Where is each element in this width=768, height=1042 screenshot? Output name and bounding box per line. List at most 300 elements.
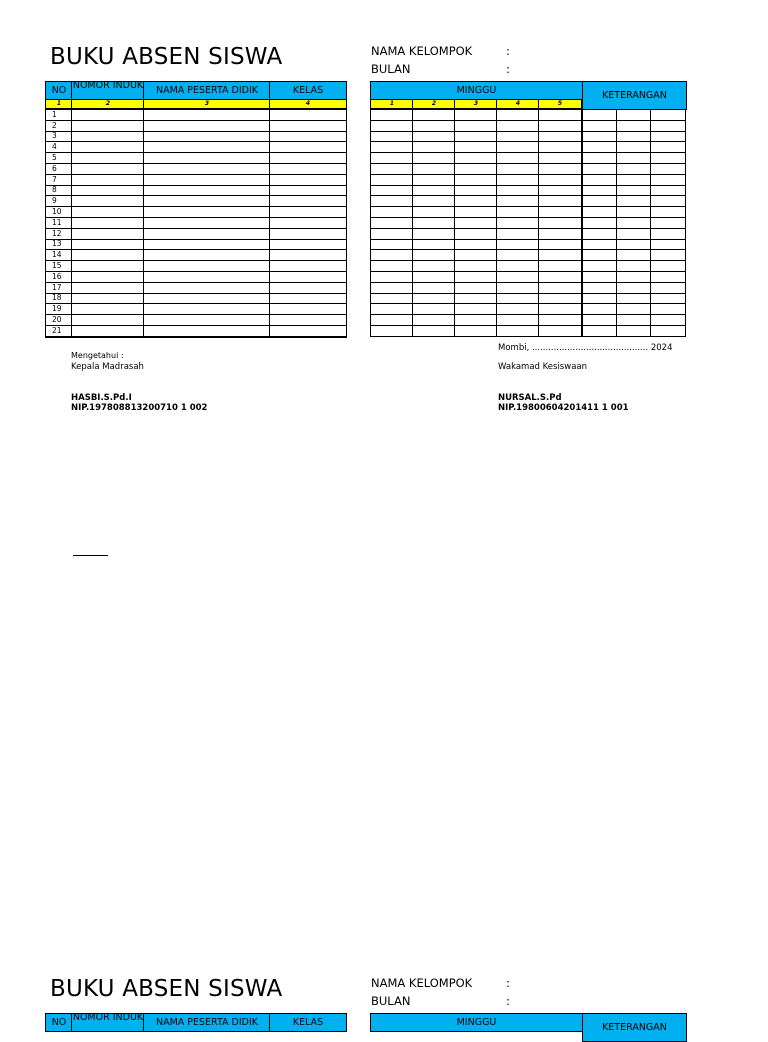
week-cell[interactable] xyxy=(497,304,539,315)
week-cell[interactable] xyxy=(371,293,413,304)
week-cell[interactable] xyxy=(371,315,413,326)
nomor-induk-cell[interactable] xyxy=(72,110,144,121)
keterangan-cell[interactable] xyxy=(583,110,617,121)
nama-cell[interactable] xyxy=(144,174,270,185)
nama-cell[interactable] xyxy=(144,315,270,326)
header-keterangan-2: KETERANGAN xyxy=(582,1013,687,1042)
nama-cell[interactable] xyxy=(144,207,270,218)
week-cell[interactable] xyxy=(413,185,455,196)
week-cell[interactable] xyxy=(539,185,582,196)
nomor-induk-cell[interactable] xyxy=(72,250,144,261)
kelas-cell[interactable] xyxy=(270,153,347,164)
table-row xyxy=(583,207,686,218)
nomor-induk-cell[interactable] xyxy=(72,185,144,196)
kelas-cell[interactable] xyxy=(270,120,347,131)
keterangan-cell[interactable] xyxy=(651,271,686,282)
table-row xyxy=(46,120,347,131)
table-row xyxy=(371,271,582,282)
keterangan-cell[interactable] xyxy=(583,293,617,304)
kelas-cell[interactable] xyxy=(270,217,347,228)
week-cell[interactable] xyxy=(413,250,455,261)
row-number: 15 xyxy=(46,261,72,272)
week-cell[interactable] xyxy=(455,282,497,293)
nomor-induk-cell[interactable] xyxy=(72,261,144,272)
row-number: 19 xyxy=(46,304,72,315)
kelas-cell[interactable] xyxy=(270,325,347,336)
week-cell[interactable] xyxy=(371,325,413,336)
nama-cell[interactable] xyxy=(144,153,270,164)
nama-cell[interactable] xyxy=(144,261,270,272)
week-cell[interactable] xyxy=(539,282,582,293)
nomor-induk-cell[interactable] xyxy=(72,174,144,185)
keterangan-cell[interactable] xyxy=(583,142,617,153)
kelas-cell[interactable] xyxy=(270,282,347,293)
keterangan-cell[interactable] xyxy=(651,304,686,315)
week-cell[interactable] xyxy=(455,185,497,196)
table-row xyxy=(46,250,347,261)
keterangan-cell[interactable] xyxy=(583,239,617,250)
right-weeks-body xyxy=(370,109,582,337)
week-cell[interactable] xyxy=(371,131,413,142)
week-cell[interactable] xyxy=(455,304,497,315)
month-label: BULAN xyxy=(371,62,411,76)
header-nama-peserta-2: NAMA PESERTA DIDIK xyxy=(143,1013,271,1032)
week-cell[interactable] xyxy=(497,153,539,164)
keterangan-cell[interactable] xyxy=(617,271,651,282)
table-row xyxy=(371,228,582,239)
week-cell[interactable] xyxy=(539,239,582,250)
week-cell[interactable] xyxy=(497,120,539,131)
table-row xyxy=(583,325,686,336)
week-cell[interactable] xyxy=(371,304,413,315)
table-row xyxy=(583,293,686,304)
week-cell[interactable] xyxy=(455,153,497,164)
keterangan-cell[interactable] xyxy=(583,153,617,164)
table-row xyxy=(371,250,582,261)
keterangan-cell[interactable] xyxy=(617,217,651,228)
keterangan-cell[interactable] xyxy=(651,250,686,261)
week-cell[interactable] xyxy=(497,163,539,174)
table-row xyxy=(583,174,686,185)
keterangan-cell[interactable] xyxy=(617,207,651,218)
table-row xyxy=(371,261,582,272)
week-cell[interactable] xyxy=(413,196,455,207)
week-cell[interactable] xyxy=(371,120,413,131)
week-3: 3 xyxy=(454,99,498,109)
week-cell[interactable] xyxy=(455,163,497,174)
nama-cell[interactable] xyxy=(144,196,270,207)
week-cell[interactable] xyxy=(455,174,497,185)
group-colon-2: : xyxy=(506,976,510,990)
week-cell[interactable] xyxy=(371,185,413,196)
keterangan-cell[interactable] xyxy=(583,196,617,207)
nama-cell[interactable] xyxy=(144,271,270,282)
week-cell[interactable] xyxy=(497,282,539,293)
group-label: NAMA KELOMPOK xyxy=(371,44,473,58)
week-cell[interactable] xyxy=(413,153,455,164)
keterangan-cell[interactable] xyxy=(651,315,686,326)
keterangan-cell[interactable] xyxy=(617,315,651,326)
week-cell[interactable] xyxy=(539,228,582,239)
table-row xyxy=(371,185,582,196)
table-row xyxy=(46,271,347,282)
week-cell[interactable] xyxy=(455,131,497,142)
keterangan-cell[interactable] xyxy=(651,153,686,164)
subheader-4: 4 xyxy=(269,99,347,109)
week-cell[interactable] xyxy=(371,153,413,164)
table-row xyxy=(583,110,686,121)
week-cell[interactable] xyxy=(413,142,455,153)
keterangan-cell[interactable] xyxy=(651,207,686,218)
table-row xyxy=(371,142,582,153)
nomor-induk-cell[interactable] xyxy=(72,131,144,142)
keterangan-cell[interactable] xyxy=(617,228,651,239)
nomor-induk-cell[interactable] xyxy=(72,142,144,153)
week-cell[interactable] xyxy=(371,207,413,218)
week-cell[interactable] xyxy=(371,271,413,282)
week-cell[interactable] xyxy=(539,325,582,336)
table-row xyxy=(583,315,686,326)
table-row xyxy=(46,110,347,121)
keterangan-cell[interactable] xyxy=(583,325,617,336)
kelas-cell[interactable] xyxy=(270,110,347,121)
week-cell[interactable] xyxy=(497,185,539,196)
kelas-cell[interactable] xyxy=(270,163,347,174)
keterangan-cell[interactable] xyxy=(617,131,651,142)
header-no-2: NO xyxy=(45,1013,73,1032)
keterangan-cell[interactable] xyxy=(651,217,686,228)
row-number: 2 xyxy=(46,120,72,131)
week-cell[interactable] xyxy=(371,250,413,261)
week-cell[interactable] xyxy=(539,271,582,282)
week-cell[interactable] xyxy=(413,315,455,326)
table-row xyxy=(371,304,582,315)
nama-cell[interactable] xyxy=(144,185,270,196)
nama-cell[interactable] xyxy=(144,228,270,239)
week-cell[interactable] xyxy=(455,142,497,153)
keterangan-cell[interactable] xyxy=(651,293,686,304)
keterangan-cell[interactable] xyxy=(651,239,686,250)
table-row xyxy=(371,131,582,142)
table-row xyxy=(46,163,347,174)
week-cell[interactable] xyxy=(497,131,539,142)
nomor-induk-cell[interactable] xyxy=(72,293,144,304)
keterangan-cell[interactable] xyxy=(583,174,617,185)
week-cell[interactable] xyxy=(413,174,455,185)
row-number: 20 xyxy=(46,315,72,326)
week-cell[interactable] xyxy=(497,261,539,272)
week-cell[interactable] xyxy=(497,174,539,185)
kelas-cell[interactable] xyxy=(270,228,347,239)
keterangan-cell[interactable] xyxy=(583,163,617,174)
sig-right-nip: NIP.19800604201411 1 001 xyxy=(498,403,629,413)
week-cell[interactable] xyxy=(371,163,413,174)
keterangan-cell[interactable] xyxy=(651,325,686,336)
week-cell[interactable] xyxy=(413,271,455,282)
table-row xyxy=(371,217,582,228)
keterangan-cell[interactable] xyxy=(651,282,686,293)
keterangan-cell[interactable] xyxy=(617,120,651,131)
nomor-induk-cell[interactable] xyxy=(72,282,144,293)
week-cell[interactable] xyxy=(539,293,582,304)
table-row xyxy=(46,261,347,272)
week-cell[interactable] xyxy=(497,239,539,250)
row-number: 7 xyxy=(46,174,72,185)
keterangan-cell[interactable] xyxy=(583,250,617,261)
row-number: 18 xyxy=(46,293,72,304)
keterangan-cell[interactable] xyxy=(583,261,617,272)
week-cell[interactable] xyxy=(539,120,582,131)
week-cell[interactable] xyxy=(413,293,455,304)
nomor-induk-cell[interactable] xyxy=(72,239,144,250)
keterangan-cell[interactable] xyxy=(583,185,617,196)
week-cell[interactable] xyxy=(413,228,455,239)
week-cell[interactable] xyxy=(413,325,455,336)
week-cell[interactable] xyxy=(371,174,413,185)
row-number: 10 xyxy=(46,207,72,218)
subheader-2: 2 xyxy=(71,99,145,109)
keterangan-cell[interactable] xyxy=(617,304,651,315)
week-cell[interactable] xyxy=(455,325,497,336)
week-cell[interactable] xyxy=(413,131,455,142)
kelas-cell[interactable] xyxy=(270,293,347,304)
keterangan-cell[interactable] xyxy=(617,153,651,164)
kelas-cell[interactable] xyxy=(270,315,347,326)
keterangan-cell[interactable] xyxy=(617,261,651,272)
keterangan-cell[interactable] xyxy=(617,325,651,336)
keterangan-cell[interactable] xyxy=(583,304,617,315)
nama-cell[interactable] xyxy=(144,250,270,261)
kelas-cell[interactable] xyxy=(270,239,347,250)
keterangan-cell[interactable] xyxy=(617,174,651,185)
table-row xyxy=(583,120,686,131)
week-subheaders xyxy=(370,99,583,109)
week-cell[interactable] xyxy=(455,196,497,207)
table-row xyxy=(583,131,686,142)
keterangan-cell[interactable] xyxy=(583,131,617,142)
week-cell[interactable] xyxy=(413,239,455,250)
week-cell[interactable] xyxy=(455,261,497,272)
week-cell[interactable] xyxy=(371,261,413,272)
keterangan-cell[interactable] xyxy=(583,282,617,293)
kelas-cell[interactable] xyxy=(270,185,347,196)
row-number: 17 xyxy=(46,282,72,293)
sig-right-role: Wakamad Kesiswaan xyxy=(498,362,587,372)
month-colon: : xyxy=(506,62,510,76)
nama-cell[interactable] xyxy=(144,217,270,228)
week-cell[interactable] xyxy=(455,315,497,326)
kelas-cell[interactable] xyxy=(270,271,347,282)
keterangan-cell[interactable] xyxy=(617,142,651,153)
week-cell[interactable] xyxy=(371,196,413,207)
nomor-induk-cell[interactable] xyxy=(72,196,144,207)
nama-cell[interactable] xyxy=(144,110,270,121)
keterangan-cell[interactable] xyxy=(583,120,617,131)
week-cell[interactable] xyxy=(455,293,497,304)
table-row xyxy=(371,196,582,207)
kelas-cell[interactable] xyxy=(270,304,347,315)
week-cell[interactable] xyxy=(413,110,455,121)
nama-cell[interactable] xyxy=(144,239,270,250)
keterangan-cell[interactable] xyxy=(617,282,651,293)
nomor-induk-cell[interactable] xyxy=(72,163,144,174)
nomor-induk-cell[interactable] xyxy=(72,228,144,239)
week-cell[interactable] xyxy=(413,120,455,131)
keterangan-cell[interactable] xyxy=(617,293,651,304)
keterangan-cell[interactable] xyxy=(651,261,686,272)
week-cell[interactable] xyxy=(497,142,539,153)
nama-cell[interactable] xyxy=(144,131,270,142)
subheader-3: 3 xyxy=(143,99,271,109)
nomor-induk-cell[interactable] xyxy=(72,217,144,228)
week-cell[interactable] xyxy=(413,304,455,315)
kelas-cell[interactable] xyxy=(270,207,347,218)
header-nomor-induk: NOMOR INDUK xyxy=(71,81,145,100)
table-row xyxy=(371,120,582,131)
kelas-cell[interactable] xyxy=(270,131,347,142)
nomor-induk-cell[interactable] xyxy=(72,207,144,218)
keterangan-cell[interactable] xyxy=(651,131,686,142)
nama-cell[interactable] xyxy=(144,293,270,304)
week-cell[interactable] xyxy=(497,250,539,261)
nomor-induk-cell[interactable] xyxy=(72,120,144,131)
group-colon: : xyxy=(506,44,510,58)
nama-cell[interactable] xyxy=(144,282,270,293)
header-keterangan: KETERANGAN xyxy=(582,81,687,110)
sig-left-nip: NIP.197808813200710 1 002 xyxy=(71,403,208,413)
keterangan-cell[interactable] xyxy=(651,142,686,153)
week-cell[interactable] xyxy=(413,261,455,272)
week-cell[interactable] xyxy=(371,110,413,121)
week-cell[interactable] xyxy=(539,142,582,153)
keterangan-cell[interactable] xyxy=(651,163,686,174)
week-cell[interactable] xyxy=(497,271,539,282)
table-row xyxy=(46,153,347,164)
week-cell[interactable] xyxy=(539,153,582,164)
week-cell[interactable] xyxy=(455,217,497,228)
keterangan-cell[interactable] xyxy=(617,185,651,196)
keterangan-cell[interactable] xyxy=(651,110,686,121)
week-cell[interactable] xyxy=(455,250,497,261)
week-cell[interactable] xyxy=(413,217,455,228)
page-title: BUKU ABSEN SISWA xyxy=(50,44,283,70)
week-cell[interactable] xyxy=(539,163,582,174)
week-cell[interactable] xyxy=(497,293,539,304)
kelas-cell[interactable] xyxy=(270,196,347,207)
week-cell[interactable] xyxy=(455,271,497,282)
kelas-cell[interactable] xyxy=(270,142,347,153)
week-cell[interactable] xyxy=(539,217,582,228)
keterangan-cell[interactable] xyxy=(651,185,686,196)
week-cell[interactable] xyxy=(455,110,497,121)
week-cell[interactable] xyxy=(539,315,582,326)
row-number: 3 xyxy=(46,131,72,142)
week-cell[interactable] xyxy=(539,261,582,272)
week-cell[interactable] xyxy=(455,207,497,218)
table-row xyxy=(583,185,686,196)
table-row xyxy=(46,142,347,153)
table-row xyxy=(583,217,686,228)
week-cell[interactable] xyxy=(455,120,497,131)
keterangan-cell[interactable] xyxy=(617,239,651,250)
keterangan-cell[interactable] xyxy=(617,250,651,261)
week-cell[interactable] xyxy=(539,250,582,261)
kelas-cell[interactable] xyxy=(270,250,347,261)
week-cell[interactable] xyxy=(371,239,413,250)
week-cell[interactable] xyxy=(497,217,539,228)
row-number: 12 xyxy=(46,228,72,239)
week-cell[interactable] xyxy=(371,142,413,153)
nama-cell[interactable] xyxy=(144,304,270,315)
week-cell[interactable] xyxy=(371,282,413,293)
week-cell[interactable] xyxy=(497,110,539,121)
keterangan-cell[interactable] xyxy=(651,174,686,185)
week-cell[interactable] xyxy=(455,239,497,250)
nomor-induk-cell[interactable] xyxy=(72,315,144,326)
week-cell[interactable] xyxy=(539,131,582,142)
keterangan-cell[interactable] xyxy=(583,228,617,239)
week-cell[interactable] xyxy=(539,196,582,207)
keterangan-cell[interactable] xyxy=(583,315,617,326)
table-row xyxy=(371,110,582,121)
week-cell[interactable] xyxy=(497,196,539,207)
keterangan-cell[interactable] xyxy=(651,196,686,207)
week-1: 1 xyxy=(370,99,414,109)
keterangan-cell[interactable] xyxy=(651,228,686,239)
row-number: 13 xyxy=(46,239,72,250)
week-cell[interactable] xyxy=(497,325,539,336)
week-cell[interactable] xyxy=(497,228,539,239)
nama-cell[interactable] xyxy=(144,120,270,131)
keterangan-cell[interactable] xyxy=(583,217,617,228)
week-cell[interactable] xyxy=(413,163,455,174)
nomor-induk-cell[interactable] xyxy=(72,304,144,315)
nomor-induk-cell[interactable] xyxy=(72,153,144,164)
keterangan-cell[interactable] xyxy=(583,207,617,218)
week-cell[interactable] xyxy=(539,207,582,218)
week-cell[interactable] xyxy=(371,228,413,239)
week-cell[interactable] xyxy=(371,217,413,228)
keterangan-cell[interactable] xyxy=(617,196,651,207)
week-cell[interactable] xyxy=(539,304,582,315)
nomor-induk-cell[interactable] xyxy=(72,325,144,336)
keterangan-cell[interactable] xyxy=(651,120,686,131)
keterangan-cell[interactable] xyxy=(617,163,651,174)
keterangan-cell[interactable] xyxy=(617,110,651,121)
nomor-induk-cell[interactable] xyxy=(72,271,144,282)
kelas-cell[interactable] xyxy=(270,261,347,272)
week-cell[interactable] xyxy=(413,282,455,293)
month-colon-2: : xyxy=(506,994,510,1008)
keterangan-cell[interactable] xyxy=(583,271,617,282)
week-cell[interactable] xyxy=(455,228,497,239)
week-cell[interactable] xyxy=(539,174,582,185)
table-row xyxy=(371,293,582,304)
row-number: 16 xyxy=(46,271,72,282)
kelas-cell[interactable] xyxy=(270,174,347,185)
week-cell[interactable] xyxy=(497,207,539,218)
table-row xyxy=(46,131,347,142)
table-row xyxy=(583,142,686,153)
week-cell[interactable] xyxy=(413,207,455,218)
nama-cell[interactable] xyxy=(144,163,270,174)
week-cell[interactable] xyxy=(539,110,582,121)
header-nama-peserta: NAMA PESERTA DIDIK xyxy=(143,81,271,100)
table-row xyxy=(371,163,582,174)
nama-cell[interactable] xyxy=(144,325,270,336)
nama-cell[interactable] xyxy=(144,142,270,153)
week-cell[interactable] xyxy=(497,315,539,326)
